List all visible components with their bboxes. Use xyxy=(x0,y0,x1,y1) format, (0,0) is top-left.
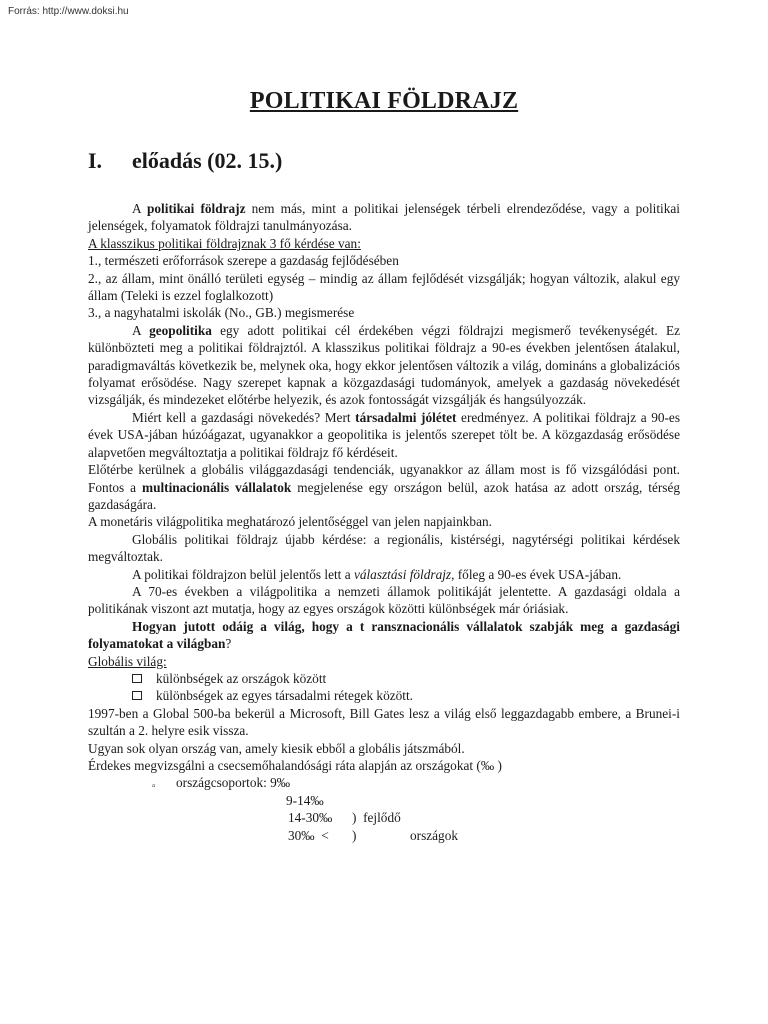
paragraph-electoral xyxy=(88,566,680,583)
document-title: POLITIKAI FÖLDRAJZ xyxy=(249,88,519,114)
table-cell: 9-14‰ xyxy=(286,792,324,808)
text-run: Előtérbe kerülnek a globális világgazdasági tendenciák, ugyanakkor az állam most is fő vizsgálódási pont. Fontos a xyxy=(88,462,680,495)
text-run: ? xyxy=(225,636,232,652)
checkbox-bullet-icon xyxy=(132,674,142,683)
paragraph-microsoft: 1997-ben a Global 500-ba bekerül a Microsoft, Bill Gates lesz a világ első leggazdagabb embere, a Brunei-i szultán a 2. helyre esik vissza. xyxy=(88,705,680,739)
paragraph-geopolitics xyxy=(88,322,680,409)
text-run: egy adott politikai cél érdekében végzi földrajzi megismerő tevékenységét. Ez különbözteti meg a politikai földrajztól. A klasszikus politikai földrajz a 90-es években jelentősen átalakul, paradigmaváltás következik be, melynek oka, hogy ekkor jelentősen változik a világ, domináns a globalizációs folyamat erősödése. Nagy szerepet kapnak a közgazdasági tudományok, amelyek a gazdaság növekedését vizsgálják, és mindezeket előtérbe helyezik, és azok fontosságát vizsgálják és hangsúlyozzák. xyxy=(88,322,680,408)
table-row xyxy=(88,774,680,791)
table-cell: ) xyxy=(352,827,357,843)
paragraph-growth xyxy=(88,409,680,461)
question-1: 1., természeti erőforrások szerepe a gazdaság fejlődésében xyxy=(88,253,399,269)
table-row xyxy=(88,809,680,826)
paragraph-global-questions: Globális politikai földrajz újabb kérdése: a regionális, kistérségi, nagytérségi politikai kérdések megváltoztak. xyxy=(88,531,680,565)
paragraph-countries: Ugyan sok olyan ország van, amely kiesik ebből a globális játszmából. xyxy=(88,740,465,756)
paragraph-monetary: A monetáris világpolitika meghatározó jelentőséggel van jelen napjainkban. xyxy=(88,514,492,530)
paragraph-70s: A 70-es években a világpolitika a nemzeti államok politikáját jelentette. A gazdasági oldala a politikának viszont azt mutatja, hogy az egyes országok közötti különbségek már óriásiak. xyxy=(88,583,680,617)
lecture-label: előadás (02. 15.) xyxy=(132,148,283,173)
text-run: A xyxy=(132,322,150,338)
bold-question: Hogyan jutott odáig a világ, hogy a t ransznacionális vállalatok szabják meg a gazdasági folyamatokat a világban xyxy=(88,618,680,652)
source-header: Forrás: http://www.doksi.hu xyxy=(8,6,129,17)
text-run: A politikai földrajzon belül jelentős lett a xyxy=(132,566,354,582)
bold-term: politikai földrajz xyxy=(147,201,246,216)
text-run: megjelenése egy országon belül, azok hatása az adott ország, térség gazdaságára. xyxy=(88,479,681,512)
classic-heading: A klasszikus politikai földrajznak 3 fő kérdése van: xyxy=(88,235,361,251)
italic-term: választási földrajz xyxy=(353,566,452,582)
table-cell: országcsoportok: 9‰ xyxy=(176,775,291,791)
text-run: nem más, mint a politikai jelenségek térbeli elrendeződése, vagy a politikai jelenségek, folyamatok földrajzi tanulmányozása. xyxy=(88,201,680,234)
table-row xyxy=(88,792,680,809)
lecture-number: I. xyxy=(88,148,103,173)
lecture-heading xyxy=(88,148,282,174)
list-item xyxy=(88,687,680,704)
text-run: Miért kell a gazdasági növekedés? Mert xyxy=(132,409,356,425)
list-item-text: különbségek az országok között xyxy=(156,670,327,686)
question-3: 3., a nagyhatalmi iskolák (No., GB.) megismerése xyxy=(88,305,355,321)
question-2: 2., az állam, mint önálló területi egység – mindig az állam fejlődését vizsgálják; hogyan változik, alakul egy állam (Teleki is ezzel foglalkozott) xyxy=(88,270,680,304)
bold-term: társadalmi jólétet xyxy=(355,409,457,425)
table-cell: országok xyxy=(410,827,458,843)
small-bullet-icon: ▫ xyxy=(152,781,156,793)
global-heading: Globális világ: xyxy=(88,653,167,669)
table-row xyxy=(88,827,680,844)
text-run: , főleg a 90-es évek USA-jában. xyxy=(451,566,622,582)
list-item-text: különbségek az egyes társadalmi rétegek között. xyxy=(156,688,413,704)
table-cell: 30‰ < xyxy=(288,827,329,843)
list-item xyxy=(88,670,680,687)
text-run: eredményez. A politikai földrajz a 90-es évek USA-jában húzóágazat, ugyanakkor a geopolitika is jelentős szerepet tölt be. A közgazdaság erősödése alapvetően megváltoztatja a politikai földrajz fő kérdéseit. xyxy=(88,409,681,460)
paragraph-multinationals xyxy=(88,461,680,513)
text-run: A xyxy=(132,201,148,216)
document-body xyxy=(88,200,680,844)
bold-term: geopolitika xyxy=(149,322,212,338)
checkbox-bullet-icon xyxy=(132,691,142,700)
table-cell: ) fejlődő xyxy=(352,810,401,826)
bold-term: multinacionális vállalatok xyxy=(142,479,292,495)
paragraph-mortality: Érdekes megvizsgálni a csecsemőhalandósági ráta alapján az országokat (‰ ) xyxy=(88,758,502,773)
paragraph-question xyxy=(88,618,680,653)
paragraph-definition xyxy=(88,200,680,235)
table-cell: 14-30‰ xyxy=(288,810,333,826)
